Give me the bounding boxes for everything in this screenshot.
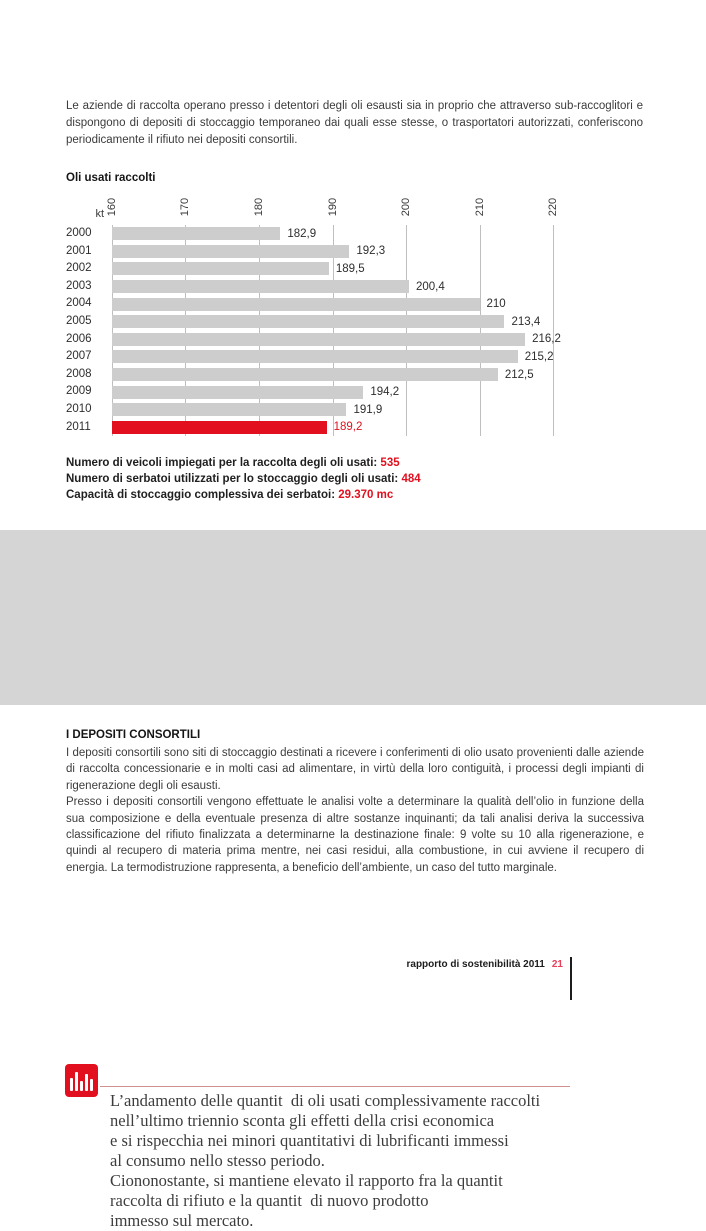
chart-bars	[112, 225, 561, 436]
bar	[112, 315, 504, 328]
y-axis-category-labels	[66, 225, 110, 436]
bar-value-label: 189,5	[335, 262, 365, 275]
bar-row	[112, 278, 553, 296]
footer-vertical-rule	[570, 957, 572, 1000]
bar-row	[112, 295, 553, 313]
bar-chart-icon-bar	[85, 1074, 88, 1091]
x-axis-ticks	[106, 192, 559, 225]
bar-row	[112, 260, 553, 278]
divider-line	[100, 1086, 570, 1087]
bar	[112, 421, 327, 434]
category-label: 2003	[66, 279, 92, 292]
stat-label: Capacità di stoccaggio complessiva dei serbatoi:	[66, 489, 339, 502]
bar-row	[112, 331, 561, 349]
bar-row	[112, 313, 553, 331]
x-axis-tick-label: 160	[106, 197, 118, 217]
category-label: 2011	[66, 420, 91, 433]
stat-line	[66, 455, 421, 471]
bar-row	[112, 383, 553, 401]
bar-chart-icon-bar	[70, 1078, 73, 1091]
bar-value-label: 215,2	[524, 350, 554, 363]
stat-label: Numero di veicoli impiegati per la raccolta degli oli usati:	[66, 457, 381, 469]
category-label: 2010	[66, 402, 92, 415]
stat-line	[66, 471, 421, 487]
bar-value-label: 192,3	[356, 245, 386, 258]
bar-row	[112, 225, 553, 243]
bar-chart-icon	[65, 1064, 98, 1097]
x-axis-tick-label: 220	[547, 197, 559, 217]
section-body	[66, 745, 644, 876]
x-axis-tick-label: 200	[399, 197, 412, 217]
x-axis-tick-label: 170	[179, 197, 192, 217]
category-label: 2004	[66, 297, 92, 310]
body-paragraph: Presso i depositi consortili vengono effettuate le analisi volte a determinare la qualità dell’olio in funzione della sua composizione e della eventuale presenza di altre sostanze inquinanti; da tali analisi deriva la successiva classificazione del rifiuto finalizzata a determinarne la destinazione finale: 9 volte su 10 alla rigenerazione, e quindi al recupero di materia prima mentre, nei casi residui, alla combustione, in cui avviene il recupero di energia. La termodistruzione rappresenta, a beneficio dell’ambiente, un caso del tutto marginale.	[66, 796, 644, 874]
bar	[112, 350, 518, 363]
category-label: 2007	[66, 350, 92, 363]
category-label: 2000	[66, 227, 92, 239]
bar	[112, 227, 280, 240]
bar	[112, 245, 349, 258]
bar-value-label: 212,5	[504, 368, 534, 381]
stats-block	[66, 455, 421, 504]
callout-quote: L’andamento delle quantit di oli usati complessivamente raccolti nell’ultimo triennio sconta gli effetti della crisi economica e si rispecchia nei minori quantitativi di lubrificanti immessi al consumo nello stesso periodo. Ciononostante, si mantiene elevato il rapporto fra la quantit raccolta di rifiuto e la quantit di nuovo prodotto immesso sul mercato.	[110, 1091, 541, 1230]
category-label: 2001	[66, 244, 92, 257]
stat-value: 484	[401, 473, 421, 486]
intro-paragraph: Le aziende di raccolta operano presso i detentori degli oli esausti sia in proprio che attraverso sub-raccoglitori e dispongono di depositi di stoccaggio temporaneo dai quali esse stesse, o trasportatori autorizzati, conferiscono periodicamente il rifiuto nei depositi consortili.	[66, 100, 643, 146]
stat-line	[66, 487, 421, 503]
stat-value: 535	[380, 457, 400, 469]
category-label: 2005	[66, 314, 92, 327]
bar-value-label: 191,9	[353, 403, 383, 416]
bar-row	[112, 401, 553, 419]
footer	[280, 959, 563, 970]
category-label: 2002	[66, 262, 92, 275]
bar-value-label: 200,4	[415, 280, 445, 293]
bar-row	[112, 243, 553, 261]
body-paragraph: I depositi consortili sono siti di stoccaggio destinati a ricevere i conferimenti di olio usato provenienti dalle aziende di raccolta concessionarie e in molti casi ad alimentare, in virtù della loro contiguità, i processi degli impianti di rigenerazione degli oli esausti.	[66, 747, 644, 792]
section-heading: I DEPOSITI CONSORTILI	[66, 729, 201, 741]
bar	[112, 386, 363, 399]
bar	[112, 298, 480, 311]
bar-value-label: 216,2	[532, 333, 561, 346]
bar-value-label: 213,4	[511, 315, 541, 328]
bar	[112, 368, 498, 381]
bar	[112, 403, 346, 416]
category-label: 2006	[66, 332, 92, 345]
bar-value-label: 210	[486, 298, 506, 311]
bar-value-label: 182,9	[287, 227, 317, 240]
bar-chart-icon-bar	[75, 1072, 78, 1091]
bar-row	[112, 348, 553, 366]
bar-value-label: 194,2	[370, 386, 400, 399]
bar	[112, 333, 525, 346]
bar-chart-icon-bar	[80, 1081, 83, 1091]
bar	[112, 262, 329, 275]
bar	[112, 280, 409, 293]
category-label: 2008	[66, 367, 92, 380]
x-axis-tick-label: 180	[252, 197, 265, 217]
chart-title: Oli usati raccolti	[66, 172, 156, 184]
bar-row	[112, 419, 553, 437]
footer-report-label: rapporto di sostenibilità 2011	[406, 959, 545, 970]
gridline	[553, 225, 554, 436]
bar-value-label: 189,2	[333, 421, 363, 434]
bar-chart-icon-bar	[90, 1079, 93, 1091]
stat-value: 29.370 mc	[338, 489, 394, 502]
axis-unit-label: kt	[95, 208, 104, 220]
x-axis-tick-label: 190	[326, 197, 339, 217]
bar-row	[112, 366, 553, 384]
stat-label: Numero di serbatoi utilizzati per lo stoccaggio degli oli usati:	[66, 473, 402, 486]
x-axis-tick-label: 210	[473, 197, 486, 217]
footer-page-number: 21	[551, 959, 563, 970]
category-label: 2009	[66, 385, 92, 398]
